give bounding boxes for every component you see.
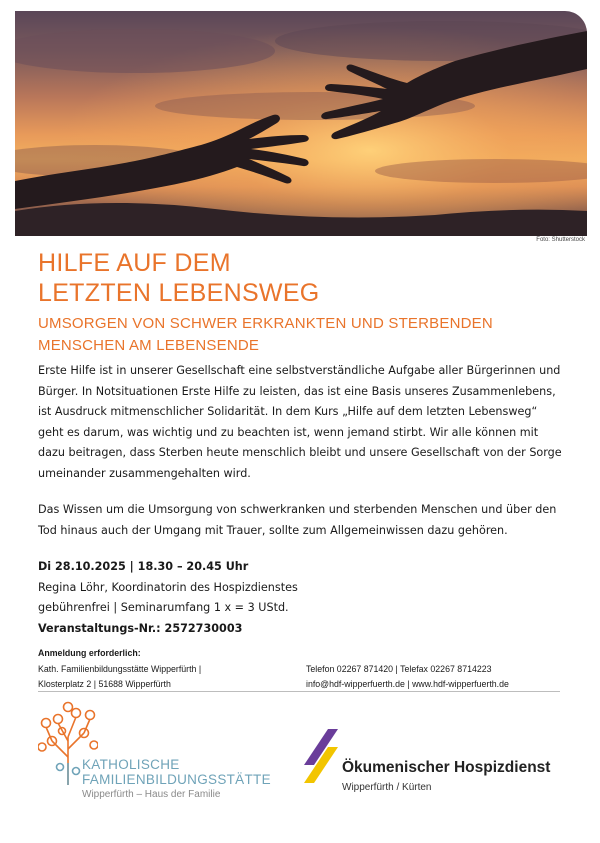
kfb-logo-line-1: KATHOLISCHE — [82, 757, 180, 772]
hospiz-name: Ökumenischer Hospizdienst — [342, 759, 551, 776]
hero-photo — [15, 11, 587, 236]
kfb-logo — [38, 697, 278, 807]
page-title — [38, 248, 320, 308]
registration-web[interactable]: info@hdf-wipperfuerth.de | www.hdf-wipperfuerth.de — [306, 679, 509, 689]
hospiz-subtitle: Wipperfürth / Kürten — [342, 782, 432, 793]
kfb-logo-line-2: FAMILIENBILDUNGSSTÄTTE — [82, 772, 271, 787]
hospiz-mark-icon — [300, 725, 340, 785]
registration-block — [38, 646, 563, 693]
page-subtitle — [38, 313, 493, 357]
kfb-logo-line-3: Wipperfürth – Haus der Familie — [82, 789, 221, 800]
intro-paragraph: Erste Hilfe ist in unserer Gesellschaft eine selbstverständliche Aufgabe aller Bürgerinnen und Bürger. In Notsituationen Erste Hilfe zu leisten, das ist eine Basis unseres Zusammenlebens, ist Ausdruck mitmenschlicher Solidarität. In dem Kurs „Hilfe auf dem letzten Lebensweg“ geht es darum, was wichtig und zu beachten ist, wenn jemand stirbt. Wir alle können mit dazu beitragen, dass Sterben heute menschlich bleibt und unsere Gesellschaft von der Sorge umeinander zusammengehalten wird. — [38, 364, 562, 480]
title-line-1: HILFE AUF DEM — [38, 249, 231, 277]
registration-heading: Anmeldung erforderlich: — [38, 648, 141, 658]
subtitle-line-1: UMSORGEN VON SCHWER ERKRANKTEN UND STERBENDEN — [38, 315, 493, 332]
registration-address-line-2: Klosterplatz 2 | 51688 Wipperfürth — [38, 679, 171, 689]
hospiz-logo — [300, 725, 570, 805]
photo-credit: Foto: Shutterstock — [536, 237, 585, 243]
event-number: Veranstaltungs-Nr.: 2572730003 — [38, 621, 243, 635]
registration-address-line-1: Kath. Familienbildungsstätte Wipperfürth | — [38, 663, 202, 674]
registration-contact — [306, 662, 509, 693]
event-speaker: Regina Löhr, Koordinatorin des Hospizdienstes — [38, 580, 298, 594]
registration-phone: Telefon 02267 871420 | Telefax 02267 8714223 — [306, 663, 492, 674]
event-date-time: Di 28.10.2025 | 18.30 – 20.45 Uhr — [38, 560, 249, 573]
subtitle-line-2: MENSCHEN AM LEBENSENDE — [38, 337, 260, 354]
event-details — [38, 557, 558, 639]
title-line-2: LETZTEN LEBENSWEG — [38, 279, 320, 307]
hands-reaching-illustration — [15, 11, 587, 236]
divider — [38, 691, 560, 692]
second-paragraph: Das Wissen um die Umsorgung von schwerkranken und sterbenden Menschen und über den Tod hinaus auch der Umgang mit Trauer, sollte zum Allgemeinwissen dazu gehören. — [38, 503, 557, 537]
event-fee: gebührenfrei | Seminarumfang 1 x = 3 UStd. — [38, 601, 289, 615]
